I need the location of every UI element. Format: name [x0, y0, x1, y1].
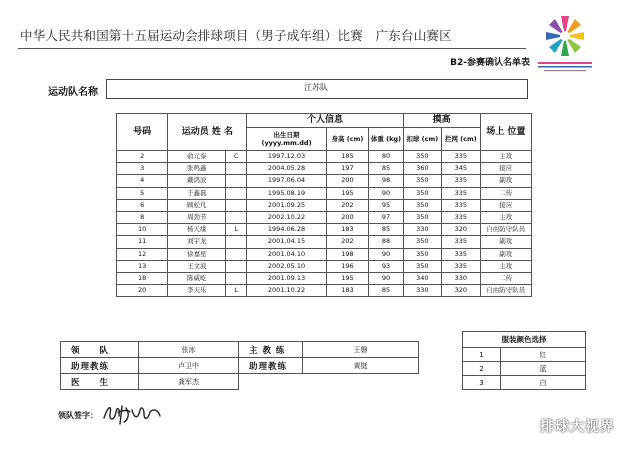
row-spike: 350 — [403, 236, 442, 248]
row-number: 12 — [117, 248, 168, 260]
row-number: 8 — [117, 211, 168, 223]
uniform-color-number: 1 — [463, 348, 501, 362]
form-subtitle: B2-参赛确认名单表 — [450, 58, 530, 68]
row-block: 320 — [442, 224, 481, 236]
assistant-coach-label: 助理教练 — [61, 358, 139, 374]
row-height: 200 — [326, 175, 369, 187]
uniform-color-value: 蓝 — [501, 362, 586, 376]
row-name: 徐嘉星 — [168, 248, 226, 260]
row-block: 335 — [442, 187, 481, 199]
handwritten-signature-icon — [100, 400, 164, 426]
row-name: 俞元泰 — [168, 151, 226, 163]
empty-cell — [303, 374, 419, 390]
row-weight: 85 — [369, 163, 403, 175]
row-spike: 330 — [403, 285, 442, 297]
row-flag — [226, 187, 247, 199]
head-coach-label: 主 教 练 — [239, 342, 303, 358]
row-flag — [226, 236, 247, 248]
table-row — [117, 175, 532, 187]
roster-body — [117, 151, 532, 297]
row-spike: 350 — [403, 248, 442, 260]
row-name: 戴鸿波 — [168, 175, 226, 187]
row-position: 二传 — [480, 187, 531, 199]
team-name-label: 运动队名称 — [48, 87, 98, 98]
col-header-height: 身高 (cm) — [326, 128, 369, 151]
watermark: 排球大视界 — [540, 419, 615, 435]
row-weight: 98 — [369, 175, 403, 187]
roster-table — [116, 113, 532, 297]
row-weight: 93 — [369, 260, 403, 272]
table-row — [117, 285, 532, 297]
table-row — [117, 163, 532, 175]
row-flag: L — [226, 285, 247, 297]
doctor-label: 医 生 — [61, 374, 139, 390]
col-header-weight: 体重 (kg) — [369, 128, 403, 151]
row-birth: 2004.05.28 — [247, 163, 326, 175]
table-row — [117, 211, 532, 223]
uniform-color-value: 红 — [501, 348, 586, 362]
uniform-color-number: 3 — [463, 376, 501, 390]
row-number: 13 — [117, 260, 168, 272]
row-birth: 1995.08.19 — [247, 187, 326, 199]
row-name: 顾松凡 — [168, 199, 226, 211]
row-flag — [226, 260, 247, 272]
row-number: 20 — [117, 285, 168, 297]
col-header-block: 拦网 (cm) — [442, 128, 481, 151]
col-header-number: 号码 — [117, 114, 168, 151]
row-birth: 2001.09.13 — [247, 272, 326, 284]
col-header-spike: 扣球 (cm) — [403, 128, 442, 151]
table-row — [117, 199, 532, 211]
row-weight: 90 — [369, 272, 403, 284]
row-block: 335 — [442, 236, 481, 248]
row-flag — [226, 163, 247, 175]
row-birth: 2002.10.22 — [247, 211, 326, 223]
row-flag — [226, 175, 247, 187]
row-spike: 360 — [403, 163, 442, 175]
row-height: 202 — [326, 236, 369, 248]
table-row — [117, 151, 532, 163]
row-weight: 90 — [369, 248, 403, 260]
title-rule — [18, 48, 526, 49]
row-birth: 2002.05.10 — [247, 260, 326, 272]
table-row — [117, 260, 532, 272]
staff-table — [60, 341, 419, 390]
row-flag — [226, 248, 247, 260]
row-spike: 350 — [403, 260, 442, 272]
row-height: 183 — [326, 224, 369, 236]
row-block: 335 — [442, 199, 481, 211]
team-name-value: 江苏队 — [304, 83, 328, 92]
row-position: 主攻 — [480, 211, 531, 223]
row-position: 二传 — [480, 272, 531, 284]
row-position: 自由防守队员 — [480, 224, 531, 236]
row-birth: 2001.04.10 — [247, 248, 326, 260]
table-row — [117, 187, 532, 199]
table-row — [117, 236, 532, 248]
row-birth: 2001.09.25 — [247, 199, 326, 211]
row-number: 11 — [117, 236, 168, 248]
row-height: 196 — [326, 260, 369, 272]
assistant-coach-2-label: 助理教练 — [239, 358, 303, 374]
leader-label: 领 队 — [61, 342, 139, 358]
row-weight: 90 — [369, 187, 403, 199]
row-weight: 95 — [369, 199, 403, 211]
row-spike: 350 — [403, 199, 442, 211]
row-flag — [226, 199, 247, 211]
row-number: 10 — [117, 224, 168, 236]
row-height: 195 — [326, 272, 369, 284]
head-coach-value: 王磐 — [303, 342, 419, 358]
table-row — [117, 272, 532, 284]
row-name: 于鑫磊 — [168, 187, 226, 199]
document-title: 中华人民共和国第十五届运动会排球项目（男子成年组）比赛 广东台山赛区 — [20, 28, 452, 43]
row-weight: 80 — [369, 151, 403, 163]
row-height: 198 — [326, 248, 369, 260]
doctor-value: 龚军杰 — [139, 374, 239, 390]
games-logo-icon — [530, 12, 600, 76]
row-weight: 88 — [369, 236, 403, 248]
row-weight: 85 — [369, 285, 403, 297]
row-number: 2 — [117, 151, 168, 163]
uniform-color-value: 白 — [501, 376, 586, 390]
leader-value: 张冰 — [139, 342, 239, 358]
row-position: 自由防守队员 — [480, 285, 531, 297]
row-spike: 350 — [403, 175, 442, 187]
row-spike: 350 — [403, 151, 442, 163]
row-height: 185 — [326, 151, 369, 163]
row-height: 195 — [326, 187, 369, 199]
signature-label: 领队签字： — [58, 411, 98, 420]
col-header-position: 场上 位置 — [480, 114, 531, 151]
table-row — [117, 248, 532, 260]
row-spike: 330 — [403, 224, 442, 236]
row-block: 330 — [442, 272, 481, 284]
row-weight: 97 — [369, 211, 403, 223]
row-position: 主攻 — [480, 260, 531, 272]
row-position: 副攻 — [480, 175, 531, 187]
row-name: 周劲节 — [168, 211, 226, 223]
col-header-birth: 出生日期 (yyyy.mm.dd) — [247, 128, 326, 151]
row-weight: 85 — [369, 224, 403, 236]
row-position: 接应 — [480, 199, 531, 211]
row-position: 副攻 — [480, 236, 531, 248]
row-name: 杨天缘 — [168, 224, 226, 236]
row-block: 335 — [442, 211, 481, 223]
row-block: 335 — [442, 248, 481, 260]
row-flag: L — [226, 224, 247, 236]
row-flag — [226, 272, 247, 284]
row-name: 陈威屹 — [168, 272, 226, 284]
uniform-color-header: 服装颜色选择 — [463, 332, 586, 348]
row-position: 副攻 — [480, 248, 531, 260]
uniform-color-table — [462, 331, 586, 390]
row-name: 李天乐 — [168, 285, 226, 297]
row-position: 主攻 — [480, 151, 531, 163]
col-header-personal-info: 个人信息 — [247, 114, 403, 128]
row-height: 197 — [326, 163, 369, 175]
col-header-reach: 摸高 — [403, 114, 480, 128]
empty-cell — [239, 374, 303, 390]
row-height: 200 — [326, 211, 369, 223]
row-height: 202 — [326, 199, 369, 211]
table-row — [117, 224, 532, 236]
row-block: 335 — [442, 175, 481, 187]
row-birth: 2001.04.15 — [247, 236, 326, 248]
assistant-coach-2-value: 黄挺 — [303, 358, 419, 374]
col-header-athlete: 运动员 姓 名 — [168, 114, 247, 151]
row-birth: 2001.10.22 — [247, 285, 326, 297]
row-block: 335 — [442, 151, 481, 163]
row-flag — [226, 211, 247, 223]
row-name: 张鸣鑫 — [168, 163, 226, 175]
row-birth: 1994.06.28 — [247, 224, 326, 236]
row-number: 4 — [117, 175, 168, 187]
row-flag: C — [226, 151, 247, 163]
row-number: 18 — [117, 272, 168, 284]
row-number: 5 — [117, 187, 168, 199]
row-block: 335 — [442, 260, 481, 272]
row-name: 王文波 — [168, 260, 226, 272]
uniform-color-number: 2 — [463, 362, 501, 376]
row-position: 接应 — [480, 163, 531, 175]
row-number: 3 — [117, 163, 168, 175]
row-name: 刘宇龙 — [168, 236, 226, 248]
row-number: 6 — [117, 199, 168, 211]
row-block: 345 — [442, 163, 481, 175]
row-spike: 350 — [403, 187, 442, 199]
row-spike: 350 — [403, 211, 442, 223]
row-birth: 1997.12.03 — [247, 151, 326, 163]
row-block: 320 — [442, 285, 481, 297]
row-spike: 340 — [403, 272, 442, 284]
assistant-coach-value: 卢卫中 — [139, 358, 239, 374]
row-height: 183 — [326, 285, 369, 297]
row-birth: 1997.06.04 — [247, 175, 326, 187]
